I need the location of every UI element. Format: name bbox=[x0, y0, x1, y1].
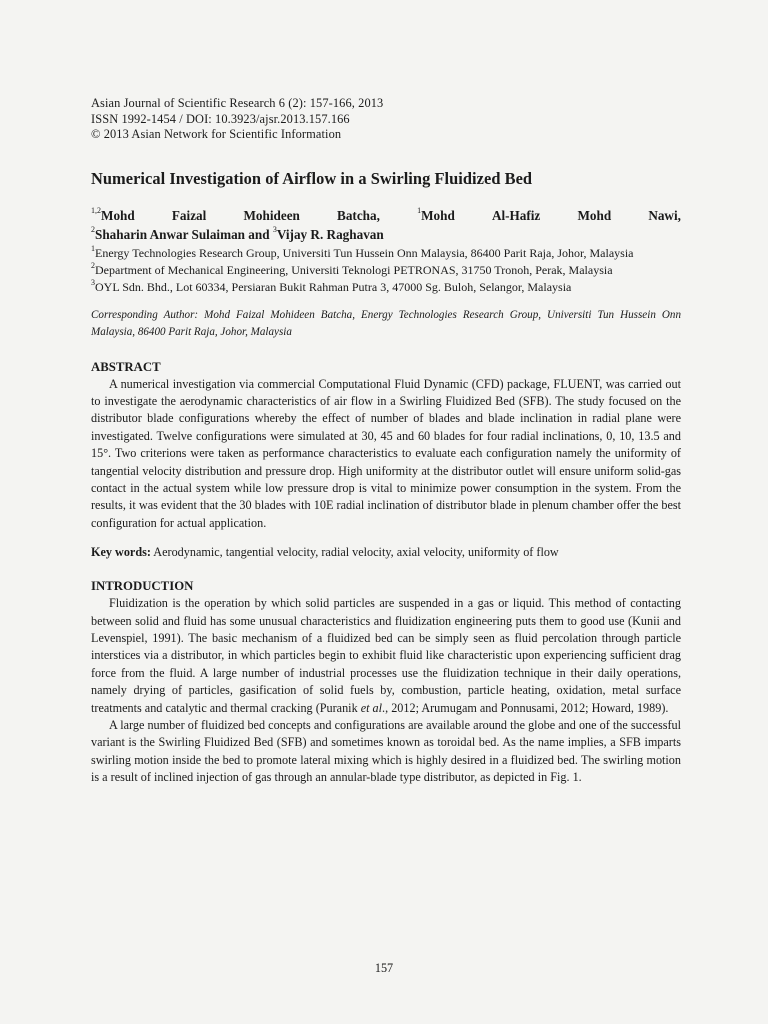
page-number: 157 bbox=[374, 961, 394, 975]
author-word: Faizal bbox=[171, 207, 207, 223]
author-word: $^{1,2}$Mohd bbox=[91, 206, 135, 223]
author-row bbox=[91, 206, 681, 225]
paper-title: Numerical Investigation of Airflow in a Swirling Fluidized Bed bbox=[91, 168, 533, 188]
keywords bbox=[91, 544, 681, 561]
author-word: Batcha, bbox=[337, 207, 380, 223]
introduction-paragraph: A large number of fluidized bed concepts and configurations are available around the globe and one of the successful variant is the Swirling Fluidized Bed (SFB) and sometimes known as toroidal bed. As the name implies, a SFB imparts swirling motion inside the bed to promote lateral mixing which is highly desired in a fluidized bed. The swirling motion is a result of inclined injection of gas through an annular-blade type distributor, as depicted in Fig. 1. bbox=[91, 718, 681, 785]
author-word: Mohideen bbox=[243, 207, 300, 223]
author-word: Mohd bbox=[577, 207, 612, 223]
abstract-text: A numerical investigation via commercial Computational Fluid Dynamic (CFD) package, FLUENT, was carried out to investigate the aerodynamic characteristics of air flow in a Swirling Fluidized Bed (SFB). The study focused on the distributor blade configurations whereby the effect of number of blades and blade inclination in radial plane were investigated. Twelve configurations were simulated at 30, 45 and 60 blades for four radial inclinations, 0, 10, 13.5 and 15°. Two criterions were taken as performance characteristics to evaluate each configuration namely the uniformity of tangential velocity distribution and pressure drop. High uniformity at the distributor outlet will ensure uniform solid-gas contact in the actual system while low pressure drop is vital to minimize power consumption in the system. From the results, it was evident that the 30 blades with 10E radial inclination of distributor blade in plenum chamber offer the best configuration for actual application. bbox=[91, 376, 681, 530]
journal-copyright: © 2013 Asian Network for Scientific Information bbox=[91, 127, 342, 141]
affiliation-list bbox=[91, 245, 681, 296]
affiliation: $^3$OYL Sdn. Bhd., Lot 60334, Persiaran Bukit Rahman Putra 3, 47000 Sg. Buloh, Selangor, Malaysia bbox=[91, 277, 572, 294]
affiliation: $^2$Department of Mechanical Engineering, Universiti Teknologi PETRONAS, 31750 Tronoh, Perak, Malaysia bbox=[91, 260, 613, 277]
journal-header bbox=[91, 96, 681, 143]
page-content bbox=[91, 96, 681, 787]
author-word: Al-Hafiz bbox=[491, 207, 541, 223]
keywords-label: Key words: bbox=[91, 545, 151, 560]
journal-citation: Asian Journal of Scientific Research 6 (2): 157-166, 2013 bbox=[91, 96, 384, 110]
author-row: $^2$Shaharin Anwar Sulaiman and $^3$Vijay R. Raghavan bbox=[91, 225, 384, 242]
author-word: Nawi, bbox=[648, 207, 681, 223]
author-word: $^1$Mohd bbox=[417, 206, 455, 223]
abstract-heading: ABSTRACT bbox=[91, 359, 161, 374]
journal-issn-doi: ISSN 1992-1454 / DOI: 10.3923/ajsr.2013.157.166 bbox=[91, 111, 350, 126]
corresponding-author: Corresponding Author: Mohd Faizal Mohideen Batcha, Energy Technologies Research Group, Universiti Tun Hussein Onn Malaysia, 86400 Parit Raja, Johor, Malaysia bbox=[91, 308, 681, 338]
affiliation: $^1$Energy Technologies Research Group, Universiti Tun Hussein Onn Malaysia, 86400 Parit Raja, Johor, Malaysia bbox=[91, 243, 634, 260]
introduction-heading: INTRODUCTION bbox=[91, 579, 194, 594]
introduction-paragraph: Fluidization is the operation by which solid particles are suspended in a gas or liquid. This method of contacting between solid and fluid has some unusual characteristics and fluidization engineering puts them to good use (Kunii and Levenspiel, 1991). The basic mechanism of a fluidized bed can be simply seen as fluid percolation through particle interstices via a distributor, in which particles begin to exhibit fluid like characteristic upon experiencing sufficient drag force from the fluid. A large number of industrial processes use the fluidization technique in their daily operations, namely drying of particles, gasification of solid fuels by, combustion, particle heating, oxidation, metal surface treatments and catalytic and thermal cracking (Puranik et al., 2012; Arumugam and Ponnusami, 2012; Howard, 1989). bbox=[91, 596, 681, 715]
keywords-text: Aerodynamic, tangential velocity, radial velocity, axial velocity, uniformity of flow bbox=[150, 545, 559, 560]
author-list bbox=[91, 206, 681, 244]
